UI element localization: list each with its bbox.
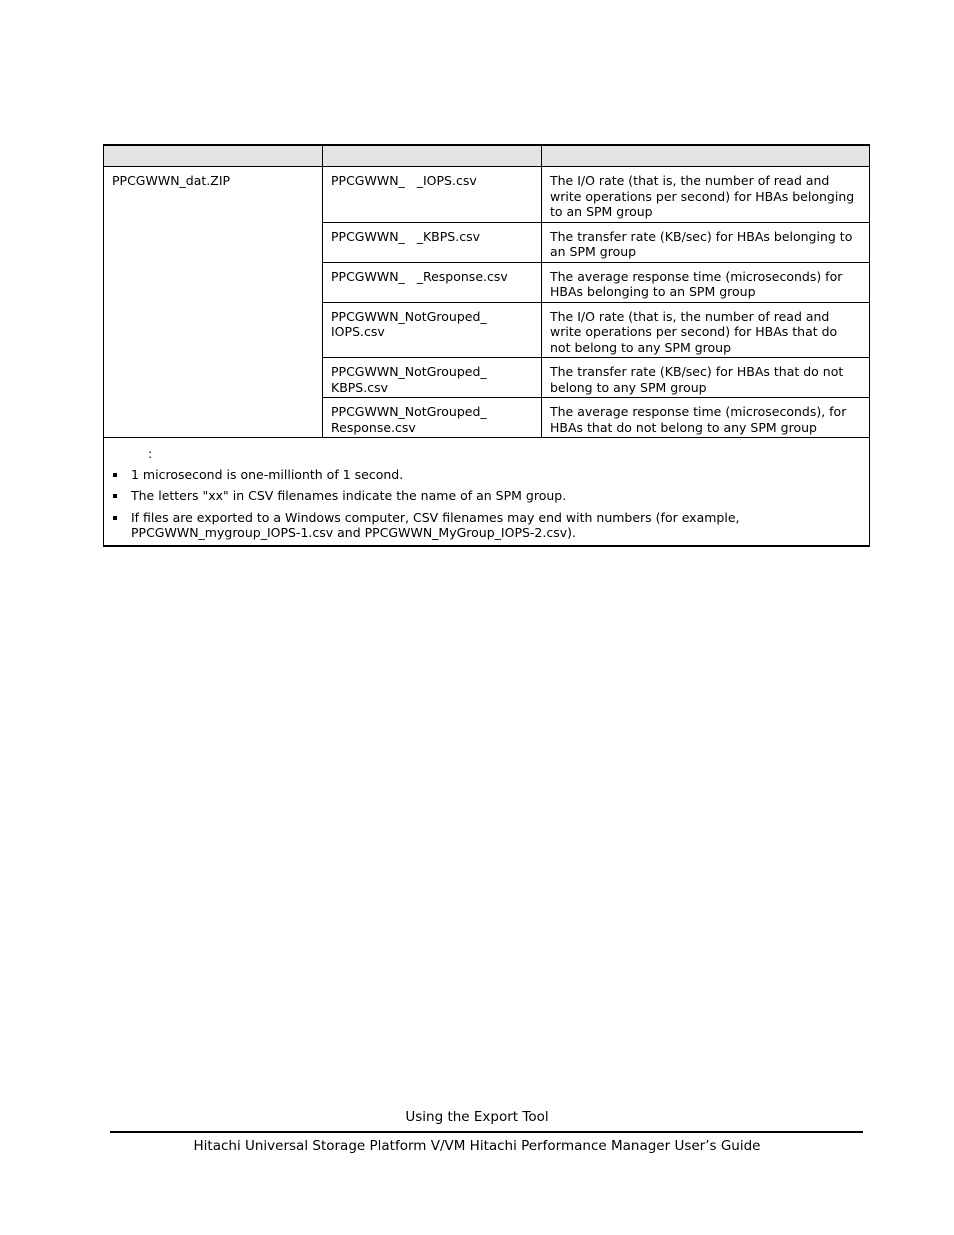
note-text: 1 microsecond is one-millionth of 1 second. [131, 466, 404, 482]
csv-file-cell: PPCGWWN_NotGrouped_ IOPS.csv [323, 302, 542, 358]
description-cell: The average response time (microseconds), for HBAs that do not belong to any SPM group [542, 398, 870, 438]
table-header-row [104, 145, 870, 167]
note-text: The letters "xx" in CSV filenames indicate the name of an SPM group. [131, 488, 567, 503]
zip-file-cell: PPCGWWN_dat.ZIP [104, 167, 323, 438]
note-text: If files are exported to a Windows computer, CSV filenames may end with numbers (for example, PPCGWWN_mygroup_IOPS-1.csv and PPCGWWN_MyGroup_IOPS-2.csv). [131, 509, 740, 540]
notes-title: : [148, 446, 153, 461]
square-bullet-icon [113, 516, 117, 520]
description-cell: The I/O rate (that is, the number of read and write operations per second) for HBAs that do not belong to any SPM group [542, 302, 870, 358]
note-item [112, 510, 861, 541]
csv-file-table [103, 144, 870, 547]
csv-file-cell: PPCGWWN_NotGrouped_ Response.csv [323, 398, 542, 438]
table-row [104, 167, 870, 223]
footer-divider [110, 1131, 863, 1133]
description-cell: The transfer rate (KB/sec) for HBAs belonging to an SPM group [542, 222, 870, 262]
header-zip-file [104, 145, 323, 167]
notes-row [104, 438, 870, 546]
header-csv-file [323, 145, 542, 167]
notes-cell [104, 438, 870, 546]
square-bullet-icon [113, 473, 117, 477]
description-cell: The average response time (microseconds) for HBAs belonging to an SPM group [542, 262, 870, 302]
header-data-exported [542, 145, 870, 167]
csv-file-cell: PPCGWWN_ _Response.csv [323, 262, 542, 302]
note-item [112, 467, 861, 483]
square-bullet-icon [113, 494, 117, 498]
notes-list [112, 467, 861, 541]
csv-file-cell: PPCGWWN_ _KBPS.csv [323, 222, 542, 262]
footer-section-title: Using the Export Tool [405, 1109, 549, 1125]
footer-guide-title: Hitachi Universal Storage Platform V/VM Hitachi Performance Manager User’s Guide [193, 1138, 761, 1154]
note-item [112, 488, 861, 504]
description-cell: The I/O rate (that is, the number of read and write operations per second) for HBAs belonging to an SPM group [542, 167, 870, 223]
csv-file-cell: PPCGWWN_ _IOPS.csv [323, 167, 542, 223]
csv-file-cell: PPCGWWN_NotGrouped_ KBPS.csv [323, 358, 542, 398]
description-cell: The transfer rate (KB/sec) for HBAs that do not belong to any SPM group [542, 358, 870, 398]
